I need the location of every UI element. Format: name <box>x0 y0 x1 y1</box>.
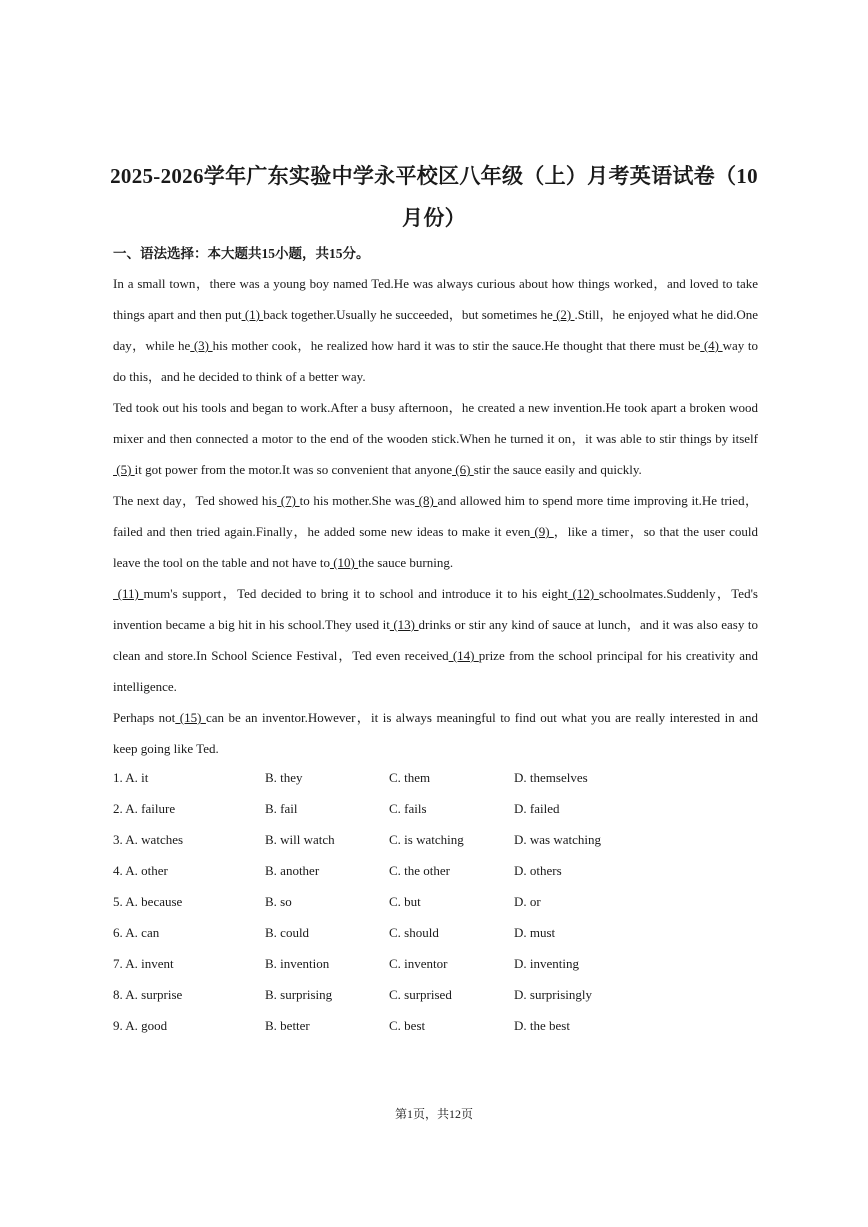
answer-option: B. better <box>265 1018 310 1033</box>
blank-marker: (10) <box>329 555 359 570</box>
answer-option: B. invention <box>265 956 330 971</box>
answer-option: D. inventing <box>514 956 579 971</box>
passage-text: In a small town，there was a young boy named Ted.He was always curious about how things worked，and loved to take things apart and then put <box>113 276 758 322</box>
answer-option: D. was watching <box>514 832 602 847</box>
blank-marker: (7) <box>277 493 300 508</box>
answer-option: B. another <box>265 863 320 878</box>
passage-text: schoolmates.Suddenly，Ted's invention became a big hit in his school.They used it <box>113 586 758 632</box>
passage-text: prize from the school principal for his creativity and intelligence. <box>113 648 758 694</box>
blank-marker: (1) <box>241 307 264 322</box>
passage-text: back together.Usually he succeeded，but sometimes he <box>263 307 553 322</box>
answer-option: B. will watch <box>265 832 335 847</box>
question-row <box>113 948 758 979</box>
blank-marker: (14) <box>448 648 479 663</box>
answer-option: D. failed <box>514 801 560 816</box>
passage-text: ，like a timer，so that the user could leave the tool on the table and not have to <box>113 524 758 570</box>
answer-option: C. inventor <box>389 956 448 971</box>
passage-paragraph <box>113 485 758 578</box>
answer-option: D. surprisingly <box>514 987 592 1002</box>
page-footer: 第1页，共12页 <box>394 1107 473 1121</box>
answer-option: 9. A. good <box>113 1018 168 1033</box>
passage-paragraph <box>113 268 758 392</box>
answer-option: C. best <box>389 1018 426 1033</box>
blank-marker: (8) <box>414 493 438 508</box>
passage-text: to his mother.She was <box>299 493 415 508</box>
answer-option: 4. A. other <box>113 863 168 878</box>
answer-option: 8. A. surprise <box>113 987 183 1002</box>
passage-text: drinks or stir any kind of sauce at lunch，and it was also easy to clean and store.In School Science Festival，Ted even received <box>113 617 758 663</box>
passage-text: Perhaps not <box>113 710 176 725</box>
blank-marker: (2) <box>552 307 575 322</box>
question-row <box>113 793 758 824</box>
blank-marker: (13) <box>389 617 419 632</box>
answer-option: D. or <box>514 894 541 909</box>
passage-text: stir the sauce easily and quickly. <box>473 462 642 477</box>
answer-option: 7. A. invent <box>113 956 174 971</box>
question-row <box>113 886 758 917</box>
passage-text: Ted took out his tools and began to work.After a busy afternoon，he created a new invention.He took apart a broken wood mixer and then connected a motor to the end of the wooden stick.When he turned it on，it was able to stir things by itself <box>113 400 758 446</box>
passage-text: .Still，he enjoyed what he did.One day，while he <box>113 307 758 353</box>
answer-option: D. must <box>514 925 556 940</box>
blank-marker: (4) <box>700 338 723 353</box>
passage-paragraph <box>113 392 758 485</box>
passage-text: it got power from the motor.It was so convenient that anyone <box>134 462 453 477</box>
passage-text: mum's support，Ted decided to bring it to school and introduce it to his eight <box>143 586 568 601</box>
question-row <box>113 824 758 855</box>
blank-marker: (9) <box>530 524 554 539</box>
question-row <box>113 762 758 793</box>
answer-option: B. surprising <box>265 987 333 1002</box>
answer-option: B. so <box>265 894 292 909</box>
answer-option: 2. A. failure <box>113 801 176 816</box>
blank-marker: (6) <box>452 462 474 477</box>
passage-text: can be an inventor.However，it is always meaningful to find out what you are really interested in and keep going like Ted. <box>113 710 758 756</box>
answer-option: D. themselves <box>514 770 588 785</box>
reading-passage <box>113 268 758 764</box>
answer-option: C. the other <box>389 863 451 878</box>
answer-option: 5. A. because <box>113 894 183 909</box>
answer-option: C. should <box>389 925 439 940</box>
section-heading: 一、语法选择：本大题共15小题，共15分。 <box>113 246 370 261</box>
passage-paragraph <box>113 578 758 702</box>
answer-option: B. fail <box>265 801 298 816</box>
blank-marker: (15) <box>175 710 206 725</box>
passage-text: way to do this，and he decided to think of a better way. <box>113 338 758 384</box>
answer-options <box>113 762 758 1041</box>
answer-option: D. others <box>514 863 562 878</box>
question-row <box>113 855 758 886</box>
passage-text: the sauce burning. <box>358 555 454 570</box>
exam-title: 2025-2026学年广东实验中学永平校区八年级（上）月考英语试卷（10月份） <box>110 164 758 230</box>
passage-text: and allowed him to spend more time improving it.He tried，failed and then tried again.Finally，he added some new ideas to make it even <box>113 493 758 539</box>
answer-option: B. they <box>265 770 303 785</box>
blank-marker: (3) <box>190 338 213 353</box>
blank-marker: (12) <box>567 586 599 601</box>
passage-paragraph <box>113 702 758 764</box>
answer-option: C. surprised <box>389 987 452 1002</box>
answer-option: D. the best <box>514 1018 570 1033</box>
answer-option: C. but <box>389 894 421 909</box>
answer-option: 1. A. it <box>113 770 149 785</box>
passage-text: The next day，Ted showed his <box>113 493 278 508</box>
question-row <box>113 979 758 1010</box>
question-row <box>113 1010 758 1041</box>
blank-marker: (11) <box>113 586 144 601</box>
answer-option: 6. A. can <box>113 925 160 940</box>
answer-option: C. fails <box>389 801 427 816</box>
answer-option: 3. A. watches <box>113 832 184 847</box>
blank-marker: (5) <box>113 462 135 477</box>
question-row <box>113 917 758 948</box>
passage-text: his mother cook，he realized how hard it was to stir the sauce.He thought that there must be <box>212 338 701 353</box>
answer-option: C. them <box>389 770 431 785</box>
answer-option: C. is watching <box>389 832 464 847</box>
answer-option: B. could <box>265 925 310 940</box>
